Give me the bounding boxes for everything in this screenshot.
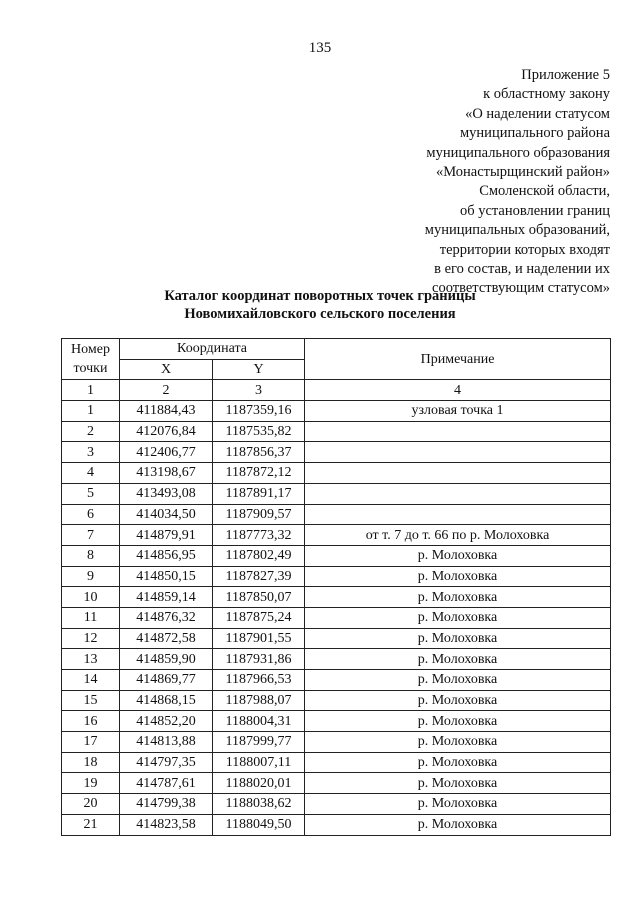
x-coordinate-cell: 414876,32 [120, 607, 213, 628]
x-coordinate-cell: 414034,50 [120, 504, 213, 525]
note-cell [305, 421, 611, 442]
point-number-cell: 16 [62, 711, 120, 732]
column-numbers-row [62, 380, 611, 401]
table-row [62, 463, 611, 484]
point-number-cell: 14 [62, 670, 120, 691]
y-coordinate-cell: 1187535,82 [213, 421, 305, 442]
header-point-number-line1: Номер [71, 342, 110, 358]
point-number-cell: 19 [62, 773, 120, 794]
x-coordinate-cell: 414852,20 [120, 711, 213, 732]
y-coordinate-cell: 1188007,11 [213, 752, 305, 773]
y-coordinate-cell: 1188038,62 [213, 794, 305, 815]
note-cell: узловая точка 1 [305, 401, 611, 422]
y-coordinate-cell: 1187931,86 [213, 649, 305, 670]
note-cell [305, 442, 611, 463]
y-coordinate-cell: 1187856,37 [213, 442, 305, 463]
x-coordinate-cell: 414799,38 [120, 794, 213, 815]
x-coordinate-cell: 414872,58 [120, 628, 213, 649]
x-coordinate-cell: 414823,58 [120, 814, 213, 835]
appendix-line: в его состав, и наделении их [434, 261, 610, 278]
y-coordinate-cell: 1187988,07 [213, 690, 305, 711]
point-number-cell: 5 [62, 483, 120, 504]
note-cell: р. Молоховка [305, 732, 611, 753]
x-coordinate-cell: 413493,08 [120, 483, 213, 504]
point-number-cell: 15 [62, 690, 120, 711]
table-row [62, 421, 611, 442]
x-coordinate-cell: 414856,95 [120, 545, 213, 566]
y-coordinate-cell: 1187773,32 [213, 525, 305, 546]
y-coordinate-cell: 1187850,07 [213, 587, 305, 608]
y-coordinate-cell: 1187966,53 [213, 670, 305, 691]
x-coordinate-cell: 414850,15 [120, 566, 213, 587]
point-number-cell: 13 [62, 649, 120, 670]
y-coordinate-cell: 1188049,50 [213, 814, 305, 835]
page-number: 135 [308, 40, 332, 56]
note-cell: р. Молоховка [305, 607, 611, 628]
note-cell: р. Молоховка [305, 711, 611, 732]
note-cell [305, 483, 611, 504]
table-row [62, 794, 611, 815]
point-number-cell: 11 [62, 607, 120, 628]
table-row [62, 587, 611, 608]
point-number-cell: 12 [62, 628, 120, 649]
appendix-line: об установлении границ [459, 202, 610, 219]
table-row [62, 566, 611, 587]
note-cell [305, 463, 611, 484]
note-cell: р. Молоховка [305, 794, 611, 815]
appendix-line: «О наделении статусом [465, 105, 610, 122]
x-coordinate-cell: 413198,67 [120, 463, 213, 484]
header-coordinate: Координата [120, 339, 305, 360]
y-coordinate-cell: 1187802,49 [213, 545, 305, 566]
y-coordinate-cell: 1187827,39 [213, 566, 305, 587]
y-coordinate-cell: 1187999,77 [213, 732, 305, 753]
column-number: 4 [305, 380, 611, 401]
title-line-1: Каталог координат поворотных точек границы [164, 288, 476, 304]
appendix-line: соответствующим статусом» [432, 280, 610, 297]
point-number-cell: 2 [62, 421, 120, 442]
table-row [62, 752, 611, 773]
table-row [62, 628, 611, 649]
column-number: 2 [120, 380, 213, 401]
appendix-line: муниципальных образований, [424, 222, 610, 239]
point-number-cell: 4 [62, 463, 120, 484]
appendix-line: Приложение 5 [521, 67, 610, 83]
table-row [62, 607, 611, 628]
point-number-cell: 6 [62, 504, 120, 525]
note-cell: р. Молоховка [305, 566, 611, 587]
note-cell: р. Молоховка [305, 545, 611, 566]
x-coordinate-cell: 414797,35 [120, 752, 213, 773]
note-cell: р. Молоховка [305, 814, 611, 835]
table-row [62, 732, 611, 753]
point-number-cell: 20 [62, 794, 120, 815]
column-number: 3 [213, 380, 305, 401]
note-cell: р. Молоховка [305, 690, 611, 711]
appendix-line: «Монастырщинский район» [435, 164, 610, 181]
x-coordinate-cell: 414787,61 [120, 773, 213, 794]
note-cell: р. Молоховка [305, 587, 611, 608]
y-coordinate-cell: 1187875,24 [213, 607, 305, 628]
x-coordinate-cell: 414859,14 [120, 587, 213, 608]
document-title [0, 287, 640, 323]
note-cell: р. Молоховка [305, 649, 611, 670]
x-coordinate-cell: 414868,15 [120, 690, 213, 711]
table-row [62, 504, 611, 525]
appendix-header [425, 66, 610, 299]
point-number-cell: 1 [62, 401, 120, 422]
column-number: 1 [62, 380, 120, 401]
table-row [62, 690, 611, 711]
x-coordinate-cell: 412406,77 [120, 442, 213, 463]
point-number-cell: 8 [62, 545, 120, 566]
header-note: Примечание [305, 339, 611, 380]
note-cell [305, 504, 611, 525]
point-number-cell: 18 [62, 752, 120, 773]
point-number-cell: 21 [62, 814, 120, 835]
y-coordinate-cell: 1187901,55 [213, 628, 305, 649]
table-row [62, 483, 611, 504]
y-coordinate-cell: 1187872,12 [213, 463, 305, 484]
point-number-cell: 9 [62, 566, 120, 587]
table-row [62, 773, 611, 794]
table-row [62, 442, 611, 463]
point-number-cell: 17 [62, 732, 120, 753]
header-x: X [120, 359, 213, 380]
note-cell: р. Молоховка [305, 752, 611, 773]
x-coordinate-cell: 411884,43 [120, 401, 213, 422]
y-coordinate-cell: 1188004,31 [213, 711, 305, 732]
title-line-2: Новомихайловского сельского поселения [184, 306, 456, 322]
y-coordinate-cell: 1187909,57 [213, 504, 305, 525]
y-coordinate-cell: 1187359,16 [213, 401, 305, 422]
point-number-cell: 3 [62, 442, 120, 463]
x-coordinate-cell: 414859,90 [120, 649, 213, 670]
table-row [62, 670, 611, 691]
x-coordinate-cell: 412076,84 [120, 421, 213, 442]
table-row [62, 401, 611, 422]
table-row [62, 814, 611, 835]
table-row [62, 525, 611, 546]
note-cell: от т. 7 до т. 66 по р. Молоховка [305, 525, 611, 546]
x-coordinate-cell: 414813,88 [120, 732, 213, 753]
point-number-cell: 7 [62, 525, 120, 546]
appendix-line: муниципального района [460, 125, 610, 142]
table-row [62, 711, 611, 732]
coordinates-table [61, 338, 611, 836]
note-cell: р. Молоховка [305, 773, 611, 794]
y-coordinate-cell: 1188020,01 [213, 773, 305, 794]
appendix-line: Смоленской области, [479, 183, 610, 200]
point-number-cell: 10 [62, 587, 120, 608]
table-row [62, 649, 611, 670]
table-row [62, 545, 611, 566]
appendix-line: к областному закону [483, 86, 610, 103]
header-y: Y [213, 359, 305, 380]
appendix-line: муниципального образования [426, 144, 610, 161]
appendix-line: территории которых входят [439, 241, 610, 258]
header-point-number-line2: точки [73, 361, 108, 377]
header-point-number [62, 339, 120, 380]
note-cell: р. Молоховка [305, 628, 611, 649]
y-coordinate-cell: 1187891,17 [213, 483, 305, 504]
x-coordinate-cell: 414869,77 [120, 670, 213, 691]
note-cell: р. Молоховка [305, 670, 611, 691]
x-coordinate-cell: 414879,91 [120, 525, 213, 546]
